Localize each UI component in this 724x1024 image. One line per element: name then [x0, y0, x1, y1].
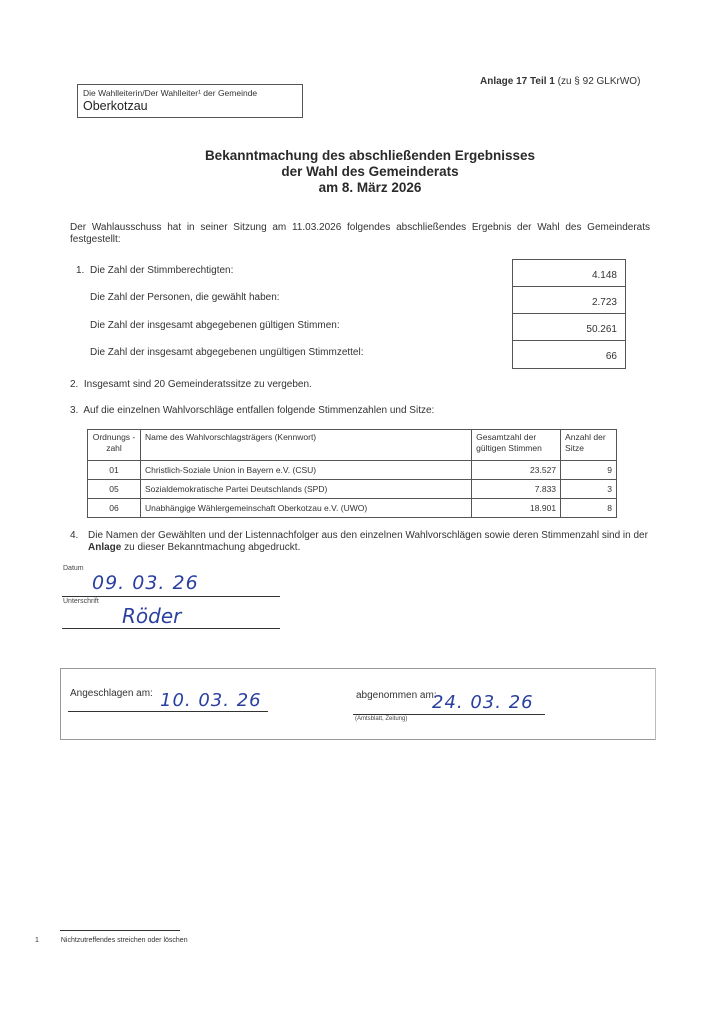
stat-value-eligible: 4.148	[513, 260, 625, 287]
table-row	[88, 461, 617, 480]
posted-line	[68, 711, 268, 712]
section-2-number: 2.	[70, 379, 79, 390]
header-order-number: Ordnungs - zahl	[88, 430, 141, 461]
posting-box	[60, 668, 656, 740]
seat-count: 8	[561, 499, 617, 518]
date-line	[62, 596, 280, 597]
footnote	[35, 937, 188, 944]
section-4-number: 4.	[70, 530, 79, 541]
section-4	[70, 530, 660, 554]
order-number: 06	[88, 499, 141, 518]
section-4-text	[88, 530, 660, 554]
title-line-1: Bekanntmachung des abschließenden Ergebnisses	[204, 148, 536, 163]
posted-date-handwritten: 10. 03. 26	[160, 690, 262, 711]
header-total-votes: Gesamtzahl der gültigen Stimmen	[472, 430, 561, 461]
party-name: Unabhängige Wählergemeinschaft Oberkotzau e.V. (UWO)	[140, 499, 471, 518]
section-4-text-after: zu dieser Bekanntmachung abgedruckt.	[121, 542, 301, 553]
stat-value-voters: 2.723	[513, 287, 625, 314]
section-3-number: 3.	[70, 405, 79, 416]
annex-emphasis: Anlage	[88, 542, 122, 553]
annex-law-ref: (zu § 92 GLKrWO)	[554, 76, 641, 87]
date-handwritten: 09. 03. 26	[92, 572, 199, 594]
stat-value-valid-votes: 50.261	[513, 314, 625, 341]
total-votes: 18.901	[472, 499, 561, 518]
stat-label-valid-votes: Die Zahl der insgesamt abgegebenen gültigen Stimmen:	[90, 320, 340, 331]
stat-value-invalid-ballots: 66	[605, 351, 617, 362]
section-2	[70, 379, 312, 390]
stat-values-box	[512, 259, 626, 369]
section-1-number: 1.	[76, 265, 85, 276]
removed-label: abgenommen am:	[356, 690, 437, 701]
authority-box	[77, 84, 303, 118]
authority-label: Die Wahlleiterin/Der Wahlleiter¹ der Gemeinde	[83, 88, 258, 98]
results-table	[87, 429, 617, 518]
title-line-3: am 8. März 2026	[318, 180, 422, 195]
order-number: 01	[88, 461, 141, 480]
date-label: Datum	[63, 565, 84, 572]
party-name: Sozialdemokratische Partei Deutschlands (SPD)	[140, 480, 471, 499]
stat-label-invalid-ballots: Die Zahl der insgesamt abgegebenen ungültigen Stimmzettel:	[90, 347, 364, 358]
footnote-separator	[60, 930, 180, 931]
total-votes: 7.833	[472, 480, 561, 499]
stat-label-eligible: Die Zahl der Stimmberechtigten:	[90, 265, 234, 276]
section-2-text: Insgesamt sind 20 Gemeinderatssitze zu vergeben.	[83, 379, 312, 390]
signature-label: Unterschrift	[63, 598, 99, 605]
title-line-2: der Wahl des Gemeinderats	[281, 164, 459, 179]
posted-label: Angeschlagen am:	[70, 688, 153, 699]
seat-count: 9	[561, 461, 617, 480]
annex-label: Anlage 17 Teil 1	[480, 76, 555, 87]
section-3-text: Auf die einzelnen Wahlvorschläge entfallen folgende Stimmenzahlen und Sitze:	[83, 405, 435, 416]
footnote-text: Nichtzutreffendes streichen oder löschen	[60, 937, 188, 944]
section-3	[70, 405, 434, 416]
intro-paragraph: Der Wahlausschuss hat in seiner Sitzung am 11.03.2026 folgendes abschließendes Ergebnis der Wahl des Gemeinderats festgestellt:	[70, 222, 650, 245]
removed-line	[353, 714, 545, 715]
municipality-name: Oberkotzau	[83, 99, 148, 113]
annex-reference	[480, 76, 640, 87]
total-votes: 23.527	[472, 461, 561, 480]
table-row	[88, 499, 617, 518]
header-party-name: Name des Wahlvorschlagsträgers (Kennwort)	[140, 430, 471, 461]
removed-sublabel: (Amtsblatt, Zeitung)	[355, 716, 408, 722]
header-seats: Anzahl der Sitze	[561, 430, 617, 461]
seat-count: 3	[561, 480, 617, 499]
footnote-number: 1	[35, 937, 39, 944]
table-header-row	[88, 430, 617, 461]
removed-date-handwritten: 24. 03. 26	[432, 692, 534, 713]
section-4-text-before: Die Namen der Gewählten und der Listennachfolger aus den einzelnen Wahlvorschlägen sowie deren Stimmenzahl sind in der	[88, 530, 648, 541]
order-number: 05	[88, 480, 141, 499]
party-name: Christlich-Soziale Union in Bayern e.V. (CSU)	[140, 461, 471, 480]
stat-label-voters: Die Zahl der Personen, die gewählt haben:	[90, 292, 280, 303]
page-title	[150, 148, 590, 196]
table-row	[88, 480, 617, 499]
signature-line	[62, 628, 280, 629]
signature-handwritten: Röder	[122, 604, 182, 628]
